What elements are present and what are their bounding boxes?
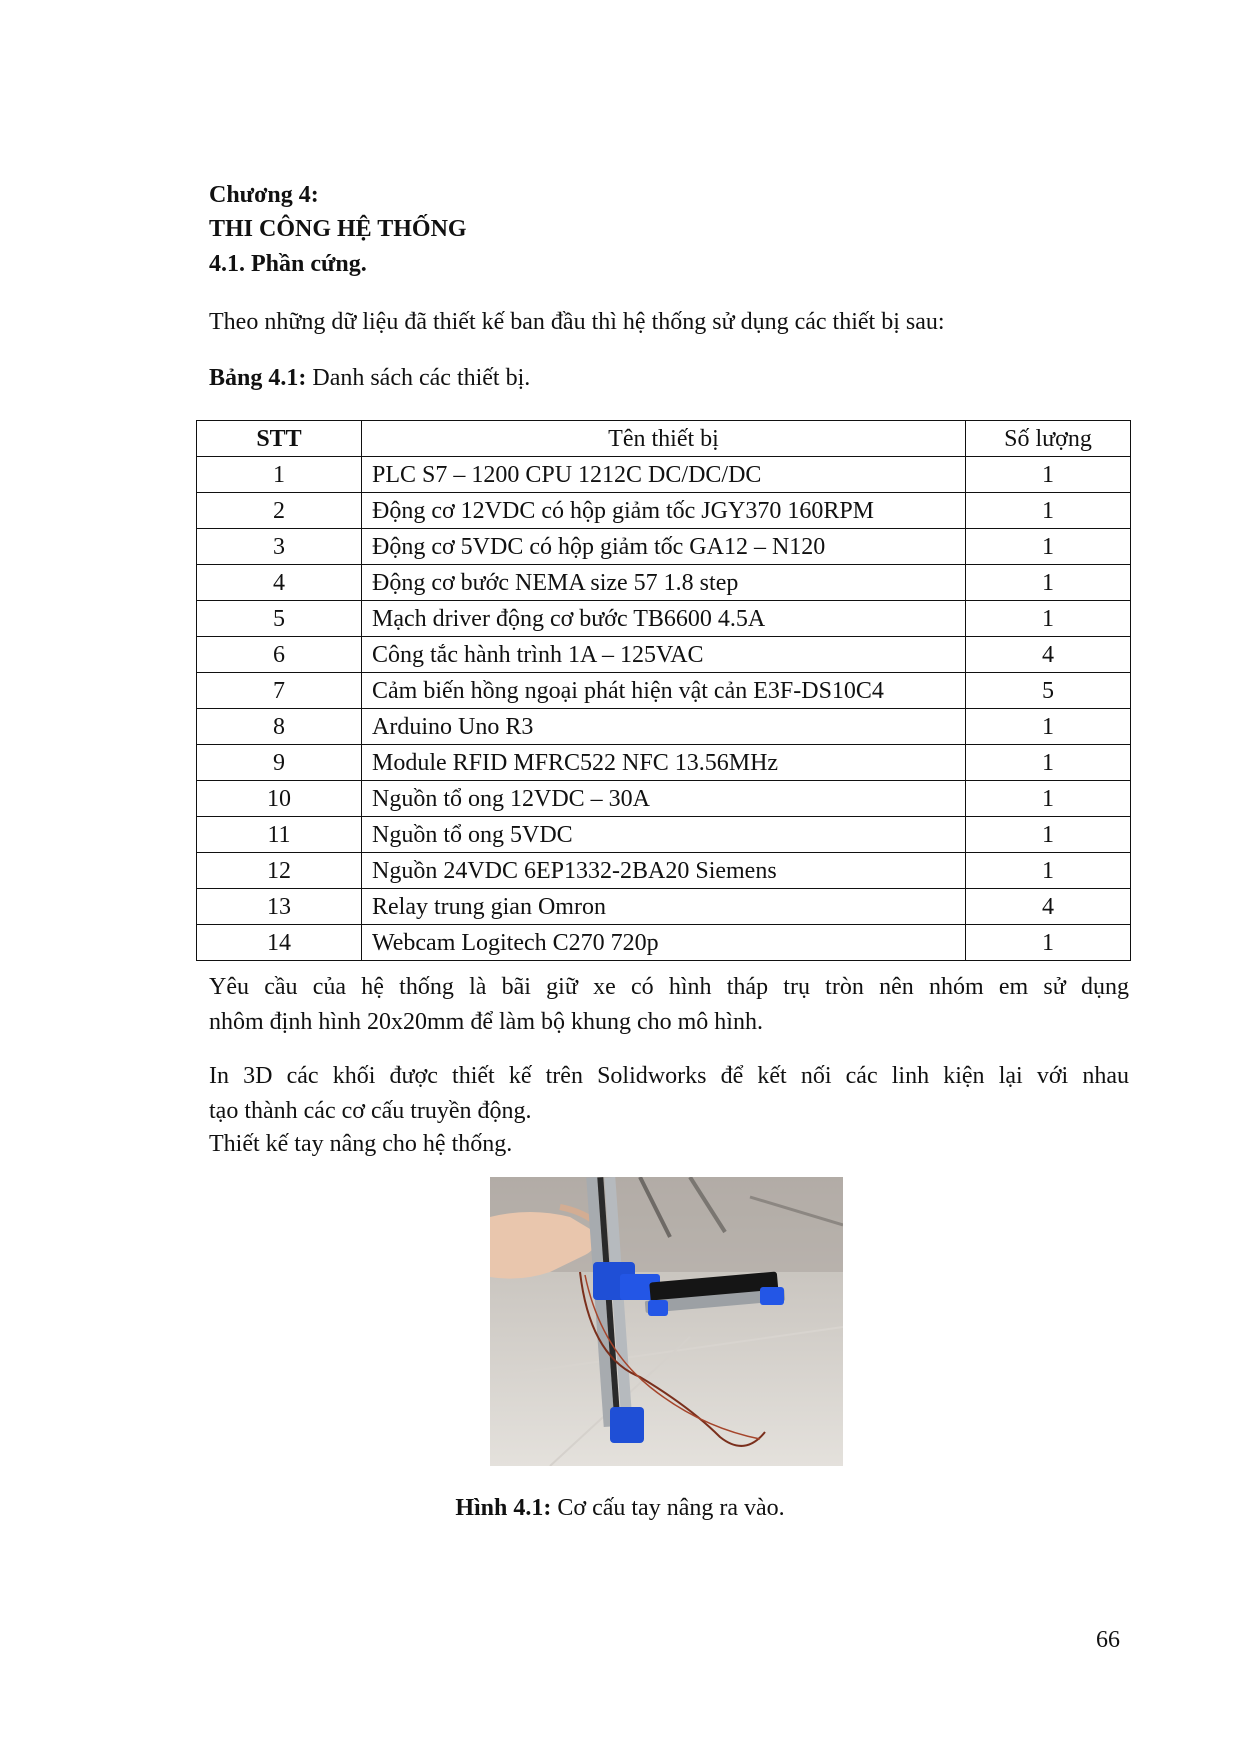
cell-quantity: 5 bbox=[966, 673, 1131, 709]
table-row bbox=[197, 817, 1131, 853]
header-name: Tên thiết bị bbox=[362, 421, 966, 457]
cell-quantity: 1 bbox=[966, 565, 1131, 601]
paragraph-3d-print-line-2: tạo thành các cơ cấu truyền động. bbox=[209, 1098, 532, 1124]
lift-arm-illustration bbox=[490, 1177, 843, 1466]
table-row bbox=[197, 673, 1131, 709]
table-body bbox=[197, 457, 1131, 961]
cell-stt: 5 bbox=[197, 601, 362, 637]
figure-caption-label: Hình 4.1: bbox=[455, 1495, 552, 1521]
paragraph-frame bbox=[209, 970, 1129, 1040]
table-row bbox=[197, 457, 1131, 493]
cell-stt: 13 bbox=[197, 889, 362, 925]
cell-device-name: Động cơ bước NEMA size 57 1.8 step bbox=[362, 565, 966, 601]
table-header-row bbox=[197, 421, 1131, 457]
page-number: 66 bbox=[1096, 1627, 1120, 1653]
cell-quantity: 1 bbox=[966, 925, 1131, 961]
cell-quantity: 1 bbox=[966, 745, 1131, 781]
table-row bbox=[197, 745, 1131, 781]
header-quantity: Số lượng bbox=[966, 421, 1131, 457]
lift-arm-photo bbox=[490, 1177, 843, 1466]
cell-stt: 6 bbox=[197, 637, 362, 673]
section-heading: 4.1. Phần cứng. bbox=[209, 251, 367, 277]
cell-device-name: Động cơ 12VDC có hộp giảm tốc JGY370 160RPM bbox=[362, 493, 966, 529]
cell-stt: 11 bbox=[197, 817, 362, 853]
paragraph-3d-print-line-1: In 3D các khối được thiết kế trên Solidworks để kết nối các linh kiện lại với nhau bbox=[209, 1063, 1129, 1089]
table-row bbox=[197, 601, 1131, 637]
cell-stt: 1 bbox=[197, 457, 362, 493]
table-row bbox=[197, 709, 1131, 745]
paragraph-lift-arm: Thiết kế tay nâng cho hệ thống. bbox=[209, 1131, 513, 1157]
table-row bbox=[197, 781, 1131, 817]
chapter-title: THI CÔNG HỆ THỐNG bbox=[209, 216, 467, 242]
cell-quantity: 1 bbox=[966, 853, 1131, 889]
cell-device-name: Module RFID MFRC522 NFC 13.56MHz bbox=[362, 745, 966, 781]
cell-device-name: Nguồn tổ ong 12VDC – 30A bbox=[362, 781, 966, 817]
cell-device-name: Arduino Uno R3 bbox=[362, 709, 966, 745]
cell-device-name: Nguồn 24VDC 6EP1332-2BA20 Siemens bbox=[362, 853, 966, 889]
cell-device-name: Nguồn tổ ong 5VDC bbox=[362, 817, 966, 853]
cell-device-name: Mạch driver động cơ bước TB6600 4.5A bbox=[362, 601, 966, 637]
cell-device-name: PLC S7 – 1200 CPU 1212C DC/DC/DC bbox=[362, 457, 966, 493]
cell-quantity: 1 bbox=[966, 493, 1131, 529]
intro-paragraph: Theo những dữ liệu đã thiết kế ban đầu thì hệ thống sử dụng các thiết bị sau: bbox=[209, 309, 945, 335]
cell-device-name: Động cơ 5VDC có hộp giảm tốc GA12 – N120 bbox=[362, 529, 966, 565]
table-caption bbox=[209, 363, 530, 393]
paragraph-frame-line-2: nhôm định hình 20x20mm để làm bộ khung cho mô hình. bbox=[209, 1009, 763, 1035]
cell-device-name: Webcam Logitech C270 720p bbox=[362, 925, 966, 961]
table-row bbox=[197, 637, 1131, 673]
paragraph-frame-line-1: Yêu cầu của hệ thống là bãi giữ xe có hình tháp trụ tròn nên nhóm em sử dụng bbox=[209, 974, 1129, 1000]
table-row bbox=[197, 529, 1131, 565]
cell-quantity: 1 bbox=[966, 529, 1131, 565]
cell-stt: 7 bbox=[197, 673, 362, 709]
cell-device-name: Relay trung gian Omron bbox=[362, 889, 966, 925]
cell-quantity: 1 bbox=[966, 709, 1131, 745]
cell-quantity: 1 bbox=[966, 817, 1131, 853]
table-row bbox=[197, 493, 1131, 529]
equipment-table bbox=[196, 420, 1131, 961]
cell-stt: 2 bbox=[197, 493, 362, 529]
cell-stt: 12 bbox=[197, 853, 362, 889]
cell-stt: 3 bbox=[197, 529, 362, 565]
cell-quantity: 1 bbox=[966, 781, 1131, 817]
table-row bbox=[197, 925, 1131, 961]
table-row bbox=[197, 853, 1131, 889]
cell-quantity: 1 bbox=[966, 457, 1131, 493]
header-stt: STT bbox=[197, 421, 362, 457]
table-row bbox=[197, 565, 1131, 601]
cell-stt: 8 bbox=[197, 709, 362, 745]
cell-device-name: Cảm biến hồng ngoại phát hiện vật cản E3F-DS10C4 bbox=[362, 673, 966, 709]
cell-stt: 9 bbox=[197, 745, 362, 781]
cell-stt: 14 bbox=[197, 925, 362, 961]
table-caption-label: Bảng 4.1: bbox=[209, 365, 307, 391]
cell-device-name: Công tắc hành trình 1A – 125VAC bbox=[362, 637, 966, 673]
figure-caption bbox=[0, 1493, 1240, 1523]
cell-stt: 10 bbox=[197, 781, 362, 817]
paragraph-3d-print bbox=[209, 1059, 1129, 1129]
figure-caption-text: Cơ cấu tay nâng ra vào. bbox=[551, 1495, 785, 1521]
chapter-number: Chương 4: bbox=[209, 182, 319, 208]
cell-quantity: 1 bbox=[966, 601, 1131, 637]
table-caption-text: Danh sách các thiết bị. bbox=[306, 365, 531, 391]
cell-quantity: 4 bbox=[966, 889, 1131, 925]
table-row bbox=[197, 889, 1131, 925]
cell-quantity: 4 bbox=[966, 637, 1131, 673]
cell-stt: 4 bbox=[197, 565, 362, 601]
